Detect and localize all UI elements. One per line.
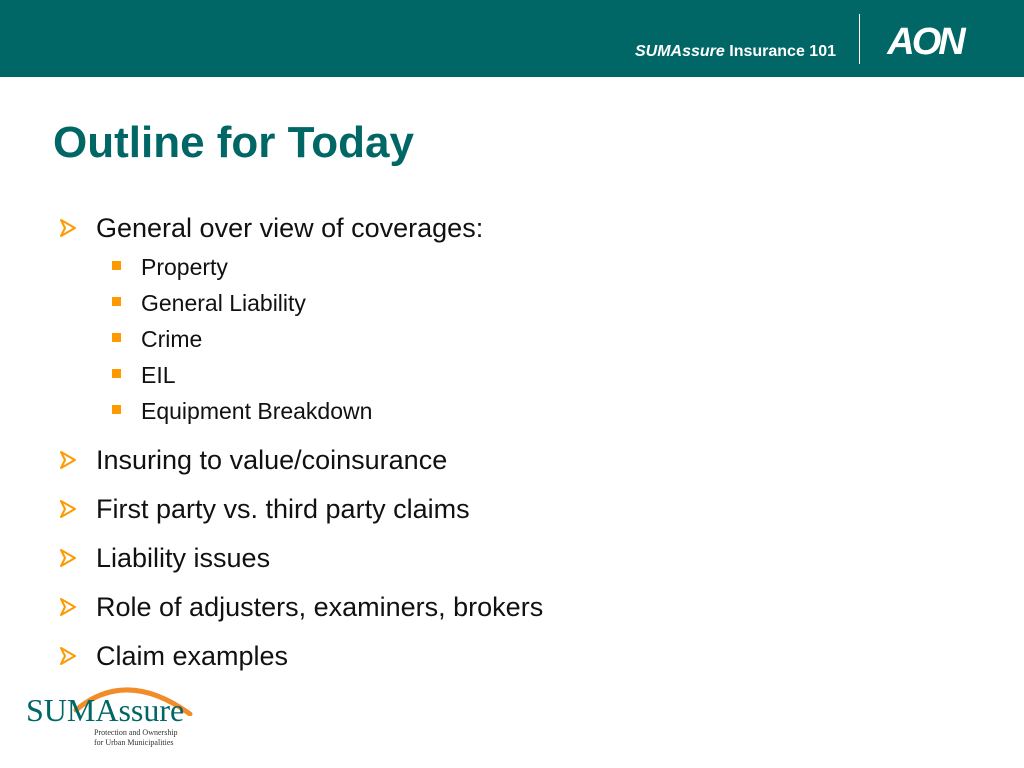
square-bullet-icon	[112, 297, 121, 306]
outline-item	[58, 442, 958, 478]
sublist-item-label: Crime	[141, 326, 203, 352]
outline-item-label: Liability issues	[96, 543, 271, 573]
header-brand: SUMAssure	[635, 43, 725, 60]
arrow-bullet-icon	[58, 450, 78, 470]
outline-item	[58, 210, 958, 429]
arrow-bullet-icon	[58, 597, 78, 617]
square-bullet-icon	[112, 405, 121, 414]
logo-tagline	[94, 728, 204, 748]
outline-item-label: First party vs. third party claims	[96, 494, 470, 524]
sublist-item	[96, 393, 958, 429]
outline-item	[58, 638, 958, 674]
sublist-item-label: General Liability	[141, 290, 306, 316]
arrow-bullet-icon	[58, 548, 78, 568]
sublist-item	[96, 285, 958, 321]
outline-item-label: Role of adjusters, examiners, brokers	[96, 592, 544, 622]
sublist-item	[96, 357, 958, 393]
outline-list	[58, 210, 958, 687]
arrow-bullet-icon	[58, 646, 78, 666]
outline-item-label: General over view of coverages:	[96, 213, 484, 243]
slide-title: Outline for Today	[53, 118, 414, 167]
square-bullet-icon	[112, 369, 121, 378]
header-bar	[0, 0, 1024, 77]
sublist-item	[96, 249, 958, 285]
arrow-bullet-icon	[58, 499, 78, 519]
header-title	[635, 42, 836, 62]
sublist-item-label: EIL	[141, 362, 176, 388]
sumassure-logo	[26, 676, 196, 756]
header-divider	[859, 14, 860, 64]
aon-logo	[876, 14, 974, 64]
logo-wordmark: SUMAssure	[26, 692, 185, 728]
sublist-item-label: Property	[141, 254, 228, 280]
logo-tagline-line: for Urban Municipalities	[94, 738, 174, 747]
header-course: Insurance 101	[729, 43, 836, 60]
logo-tagline-line: Protection and Ownership	[94, 728, 178, 737]
outline-item-label: Insuring to value/coinsurance	[96, 445, 448, 475]
outline-item	[58, 589, 958, 625]
outline-item	[58, 540, 958, 576]
outline-item	[58, 491, 958, 527]
square-bullet-icon	[112, 261, 121, 270]
sublist-item-label: Equipment Breakdown	[141, 398, 373, 424]
sublist-item	[96, 321, 958, 357]
coverage-sublist	[96, 249, 958, 429]
aon-logo-text: AON	[887, 21, 963, 63]
outline-item-label: Claim examples	[96, 641, 289, 671]
arrow-bullet-icon	[58, 218, 78, 238]
square-bullet-icon	[112, 333, 121, 342]
